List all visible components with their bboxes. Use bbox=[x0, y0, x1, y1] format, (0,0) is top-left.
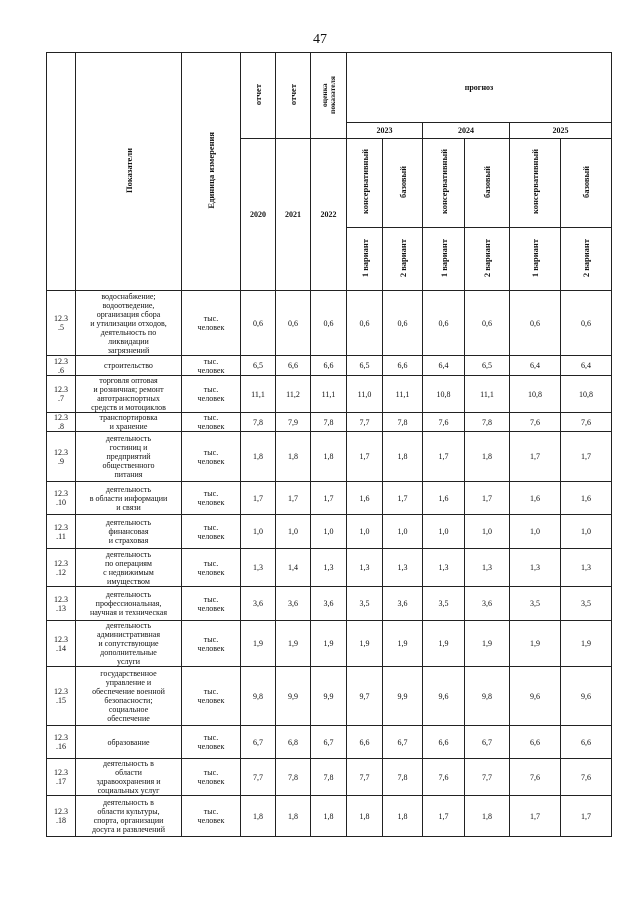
row-code: 12.3 .15 bbox=[47, 667, 76, 726]
header-report-2021: отчет bbox=[276, 53, 311, 139]
row-value: 7,8 bbox=[311, 413, 347, 432]
row-unit: тыс. человек bbox=[182, 356, 241, 376]
header-forecast: прогноз bbox=[347, 53, 612, 123]
row-indicator-name: деятельность административная и сопутствующие дополнительные услуги bbox=[76, 621, 182, 667]
row-value: 0,6 bbox=[423, 291, 465, 356]
row-value: 1,8 bbox=[311, 432, 347, 482]
table-row bbox=[47, 291, 612, 356]
row-indicator-name: строительство bbox=[76, 356, 182, 376]
row-value: 9,7 bbox=[347, 667, 383, 726]
row-value: 1,7 bbox=[510, 796, 561, 837]
row-unit: тыс. человек bbox=[182, 667, 241, 726]
table-row bbox=[47, 759, 612, 796]
row-value: 1,7 bbox=[423, 432, 465, 482]
row-value: 1,9 bbox=[510, 621, 561, 667]
header-year-2024: 2024 bbox=[423, 123, 510, 139]
header-report-2020: отчет bbox=[241, 53, 276, 139]
row-value: 3,6 bbox=[465, 587, 510, 621]
table-row bbox=[47, 515, 612, 549]
header-unit: Единица измерения bbox=[182, 53, 241, 291]
forecast-table bbox=[46, 52, 612, 837]
row-value: 1,9 bbox=[347, 621, 383, 667]
row-value: 7,6 bbox=[561, 759, 612, 796]
table-row bbox=[47, 587, 612, 621]
row-value: 6,6 bbox=[347, 726, 383, 759]
row-value: 1,3 bbox=[465, 549, 510, 587]
row-value: 7,6 bbox=[510, 413, 561, 432]
row-value: 7,6 bbox=[423, 759, 465, 796]
row-value: 6,4 bbox=[510, 356, 561, 376]
header-basic-2024: базовый bbox=[465, 139, 510, 228]
table-row bbox=[47, 796, 612, 837]
row-value: 3,6 bbox=[241, 587, 276, 621]
row-value: 1,6 bbox=[510, 482, 561, 515]
row-value: 6,4 bbox=[561, 356, 612, 376]
row-value: 10,8 bbox=[423, 376, 465, 413]
row-value: 1,9 bbox=[311, 621, 347, 667]
row-code: 12.3 .10 bbox=[47, 482, 76, 515]
header-variant2-2025: 2 вариант bbox=[561, 228, 612, 291]
row-value: 6,6 bbox=[276, 356, 311, 376]
row-value: 1,0 bbox=[465, 515, 510, 549]
row-code: 12.3 .11 bbox=[47, 515, 76, 549]
header-2022: 2022 bbox=[311, 139, 347, 291]
row-value: 1,7 bbox=[276, 482, 311, 515]
row-value: 7,8 bbox=[383, 759, 423, 796]
row-value: 7,6 bbox=[561, 413, 612, 432]
header-conservative-2024: консервативный bbox=[423, 139, 465, 228]
row-value: 1,8 bbox=[241, 796, 276, 837]
header-estimate: оценка показателя bbox=[311, 53, 347, 139]
row-value: 3,5 bbox=[561, 587, 612, 621]
row-value: 6,6 bbox=[311, 356, 347, 376]
row-unit: тыс. человек bbox=[182, 549, 241, 587]
table-row bbox=[47, 726, 612, 759]
header-2021: 2021 bbox=[276, 139, 311, 291]
table-row bbox=[47, 376, 612, 413]
row-value: 7,6 bbox=[423, 413, 465, 432]
row-indicator-name: образование bbox=[76, 726, 182, 759]
row-unit: тыс. человек bbox=[182, 432, 241, 482]
row-value: 1,8 bbox=[241, 432, 276, 482]
row-value: 7,8 bbox=[241, 413, 276, 432]
row-code: 12.3 .18 bbox=[47, 796, 76, 837]
row-value: 9,9 bbox=[276, 667, 311, 726]
row-value: 1,0 bbox=[561, 515, 612, 549]
row-value: 0,6 bbox=[465, 291, 510, 356]
row-unit: тыс. человек bbox=[182, 726, 241, 759]
row-unit: тыс. человек bbox=[182, 796, 241, 837]
table-row bbox=[47, 667, 612, 726]
row-value: 7,8 bbox=[465, 413, 510, 432]
header-year-2025: 2025 bbox=[510, 123, 612, 139]
row-value: 1,8 bbox=[383, 432, 423, 482]
header-basic-2023: базовый bbox=[383, 139, 423, 228]
header-conservative-2023: консервативный bbox=[347, 139, 383, 228]
header-variant1-2024: 1 вариант bbox=[423, 228, 465, 291]
row-value: 1,8 bbox=[465, 432, 510, 482]
row-indicator-name: деятельность профессиональная, научная и техническая bbox=[76, 587, 182, 621]
row-value: 3,5 bbox=[510, 587, 561, 621]
row-value: 1,3 bbox=[423, 549, 465, 587]
table-row bbox=[47, 413, 612, 432]
row-value: 6,4 bbox=[423, 356, 465, 376]
row-value: 11,1 bbox=[241, 376, 276, 413]
header-variant2-2023: 2 вариант bbox=[383, 228, 423, 291]
row-code: 12.3 .12 bbox=[47, 549, 76, 587]
row-value: 11,2 bbox=[276, 376, 311, 413]
row-value: 7,7 bbox=[347, 413, 383, 432]
row-unit: тыс. человек bbox=[182, 376, 241, 413]
row-value: 9,6 bbox=[510, 667, 561, 726]
row-value: 3,6 bbox=[311, 587, 347, 621]
row-value: 9,6 bbox=[561, 667, 612, 726]
row-value: 1,6 bbox=[347, 482, 383, 515]
row-value: 1,3 bbox=[383, 549, 423, 587]
header-2020: 2020 bbox=[241, 139, 276, 291]
row-code: 12.3 .6 bbox=[47, 356, 76, 376]
table-row bbox=[47, 549, 612, 587]
row-value: 6,6 bbox=[383, 356, 423, 376]
row-value: 9,6 bbox=[423, 667, 465, 726]
row-code: 12.3 .8 bbox=[47, 413, 76, 432]
row-value: 1,0 bbox=[510, 515, 561, 549]
row-value: 1,9 bbox=[383, 621, 423, 667]
row-value: 1,8 bbox=[276, 796, 311, 837]
row-value: 6,8 bbox=[276, 726, 311, 759]
row-value: 1,7 bbox=[561, 432, 612, 482]
row-value: 1,0 bbox=[311, 515, 347, 549]
header-variant2-2024: 2 вариант bbox=[465, 228, 510, 291]
row-indicator-name: транспортировка и хранение bbox=[76, 413, 182, 432]
row-value: 9,9 bbox=[383, 667, 423, 726]
table-row bbox=[47, 621, 612, 667]
row-value: 1,8 bbox=[383, 796, 423, 837]
row-value: 6,6 bbox=[561, 726, 612, 759]
row-value: 7,8 bbox=[311, 759, 347, 796]
row-value: 7,9 bbox=[276, 413, 311, 432]
row-value: 1,9 bbox=[423, 621, 465, 667]
row-value: 7,7 bbox=[241, 759, 276, 796]
row-value: 1,7 bbox=[465, 482, 510, 515]
row-value: 6,5 bbox=[465, 356, 510, 376]
row-value: 0,6 bbox=[510, 291, 561, 356]
row-value: 7,8 bbox=[383, 413, 423, 432]
row-value: 1,8 bbox=[311, 796, 347, 837]
row-value: 0,6 bbox=[383, 291, 423, 356]
row-unit: тыс. человек bbox=[182, 759, 241, 796]
row-indicator-name: государственное управление и обеспечение военной безопасности; социальное обеспечение bbox=[76, 667, 182, 726]
corner-cell bbox=[47, 53, 76, 291]
row-value: 3,6 bbox=[276, 587, 311, 621]
row-value: 1,3 bbox=[241, 549, 276, 587]
row-value: 6,6 bbox=[510, 726, 561, 759]
row-value: 6,7 bbox=[383, 726, 423, 759]
header-conservative-2025: консервативный bbox=[510, 139, 561, 228]
header-indicators: Показатели bbox=[76, 53, 182, 291]
row-value: 0,6 bbox=[561, 291, 612, 356]
row-value: 1,3 bbox=[561, 549, 612, 587]
table-row bbox=[47, 482, 612, 515]
row-value: 1,8 bbox=[465, 796, 510, 837]
row-value: 1,0 bbox=[276, 515, 311, 549]
row-value: 11,1 bbox=[383, 376, 423, 413]
row-unit: тыс. человек bbox=[182, 587, 241, 621]
row-value: 3,6 bbox=[383, 587, 423, 621]
row-value: 6,7 bbox=[241, 726, 276, 759]
header-basic-2025: базовый bbox=[561, 139, 612, 228]
header-year-2023: 2023 bbox=[347, 123, 423, 139]
row-value: 1,9 bbox=[561, 621, 612, 667]
row-value: 1,0 bbox=[423, 515, 465, 549]
row-value: 1,7 bbox=[561, 796, 612, 837]
row-code: 12.3 .9 bbox=[47, 432, 76, 482]
row-value: 1,3 bbox=[311, 549, 347, 587]
row-value: 7,8 bbox=[276, 759, 311, 796]
row-value: 10,8 bbox=[510, 376, 561, 413]
row-value: 1,7 bbox=[510, 432, 561, 482]
row-code: 12.3 .16 bbox=[47, 726, 76, 759]
row-value: 1,9 bbox=[276, 621, 311, 667]
row-value: 7,7 bbox=[465, 759, 510, 796]
row-indicator-name: водоснабжение; водоотведение, организация сбора и утилизации отходов, деятельность по ликвидации загрязнений bbox=[76, 291, 182, 356]
row-value: 1,0 bbox=[347, 515, 383, 549]
table-row bbox=[47, 356, 612, 376]
row-value: 0,6 bbox=[311, 291, 347, 356]
row-unit: тыс. человек bbox=[182, 413, 241, 432]
row-code: 12.3 .13 bbox=[47, 587, 76, 621]
row-unit: тыс. человек bbox=[182, 621, 241, 667]
row-value: 6,7 bbox=[311, 726, 347, 759]
row-code: 12.3 .14 bbox=[47, 621, 76, 667]
row-value: 1,3 bbox=[347, 549, 383, 587]
row-value: 1,3 bbox=[510, 549, 561, 587]
row-indicator-name: деятельность в области здравоохранения и социальных услуг bbox=[76, 759, 182, 796]
row-value: 1,7 bbox=[311, 482, 347, 515]
row-value: 10,8 bbox=[561, 376, 612, 413]
row-value: 6,5 bbox=[347, 356, 383, 376]
row-unit: тыс. человек bbox=[182, 482, 241, 515]
row-value: 1,8 bbox=[347, 796, 383, 837]
row-indicator-name: деятельность гостиниц и предприятий общественного питания bbox=[76, 432, 182, 482]
row-indicator-name: деятельность в области культуры, спорта, организации досуга и развлечений bbox=[76, 796, 182, 837]
row-value: 1,0 bbox=[241, 515, 276, 549]
row-value: 7,7 bbox=[347, 759, 383, 796]
row-unit: тыс. человек bbox=[182, 515, 241, 549]
row-value: 7,6 bbox=[510, 759, 561, 796]
row-indicator-name: торговля оптовая и розничная; ремонт автотранспортных средств и мотоциклов bbox=[76, 376, 182, 413]
row-value: 1,9 bbox=[241, 621, 276, 667]
row-value: 3,5 bbox=[423, 587, 465, 621]
row-value: 11,1 bbox=[465, 376, 510, 413]
row-value: 1,0 bbox=[383, 515, 423, 549]
row-value: 1,6 bbox=[423, 482, 465, 515]
row-value: 11,0 bbox=[347, 376, 383, 413]
row-value: 1,6 bbox=[561, 482, 612, 515]
header-variant1-2025: 1 вариант bbox=[510, 228, 561, 291]
row-value: 6,6 bbox=[423, 726, 465, 759]
row-value: 1,7 bbox=[347, 432, 383, 482]
row-unit: тыс. человек bbox=[182, 291, 241, 356]
row-value: 3,5 bbox=[347, 587, 383, 621]
row-value: 0,6 bbox=[241, 291, 276, 356]
row-value: 1,7 bbox=[241, 482, 276, 515]
table-row bbox=[47, 432, 612, 482]
row-value: 1,4 bbox=[276, 549, 311, 587]
row-value: 1,7 bbox=[383, 482, 423, 515]
row-indicator-name: деятельность в области информации и связи bbox=[76, 482, 182, 515]
row-code: 12.3 .7 bbox=[47, 376, 76, 413]
row-indicator-name: деятельность по операциям с недвижимым имуществом bbox=[76, 549, 182, 587]
row-value: 1,9 bbox=[465, 621, 510, 667]
row-value: 0,6 bbox=[276, 291, 311, 356]
row-value: 9,8 bbox=[241, 667, 276, 726]
row-value: 0,6 bbox=[347, 291, 383, 356]
row-value: 1,7 bbox=[423, 796, 465, 837]
header-variant1-2023: 1 вариант bbox=[347, 228, 383, 291]
row-value: 6,5 bbox=[241, 356, 276, 376]
row-value: 9,9 bbox=[311, 667, 347, 726]
row-value: 1,8 bbox=[276, 432, 311, 482]
page-number: 47 bbox=[313, 32, 327, 47]
row-indicator-name: деятельность финансовая и страховая bbox=[76, 515, 182, 549]
row-value: 9,8 bbox=[465, 667, 510, 726]
row-code: 12.3 .17 bbox=[47, 759, 76, 796]
row-value: 11,1 bbox=[311, 376, 347, 413]
row-value: 6,7 bbox=[465, 726, 510, 759]
row-code: 12.3 .5 bbox=[47, 291, 76, 356]
